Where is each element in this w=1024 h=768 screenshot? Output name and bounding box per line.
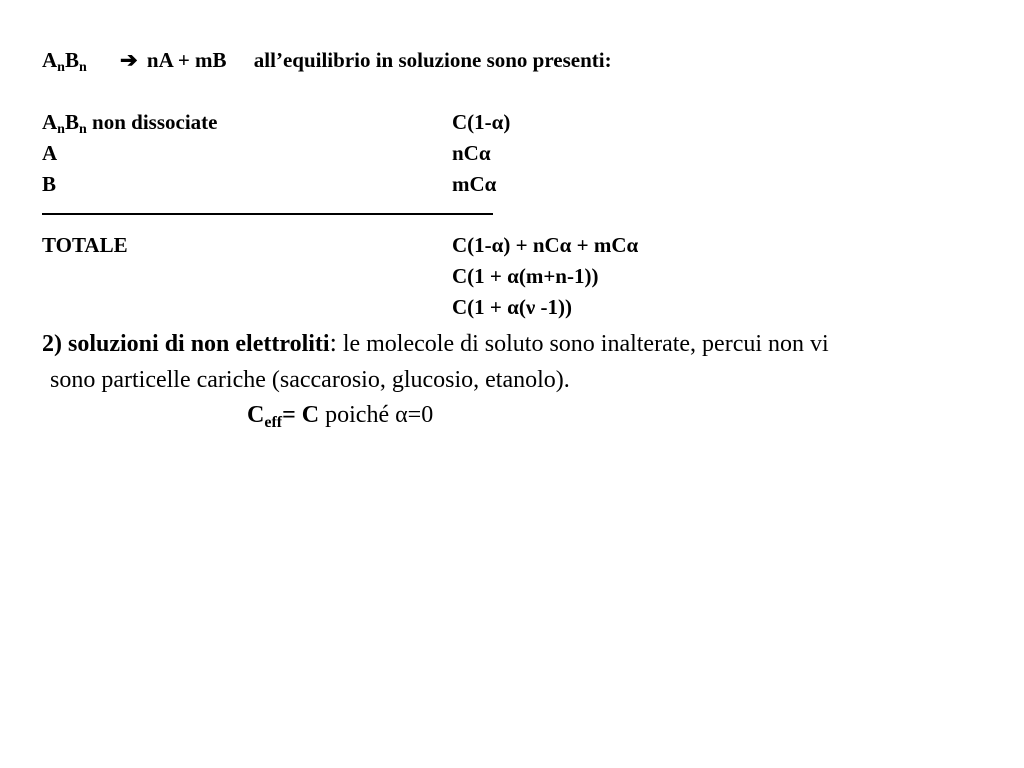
row-label-b: B [64, 110, 79, 134]
ceff-subscript: eff [264, 414, 283, 431]
total-label: TOTALE [42, 233, 128, 257]
section2-line1 [42, 328, 829, 359]
row-label-a-species: A [42, 141, 58, 165]
section2-line2: sono particelle cariche (saccarosio, glucosio, etanolo). [50, 367, 570, 393]
row-label-undissociated [42, 110, 217, 138]
ceff-formula [247, 400, 433, 433]
row-value-b-species: mCα [452, 172, 497, 196]
row-value-a-species: nCα [452, 141, 491, 165]
row-label-sub2: n [78, 122, 87, 137]
formula-subscript-1: n [57, 60, 65, 75]
section2-colon: : [329, 328, 337, 357]
right-arrow-icon: ➔ [120, 48, 138, 72]
ceff-c: C [247, 402, 265, 428]
row-label-a: A [42, 110, 58, 134]
row-label-rest: non dissociate [86, 110, 218, 134]
equilibrium-text: all’equilibrio in soluzione sono presenti: [253, 48, 612, 72]
row-label-b-species: B [42, 172, 57, 196]
total-value-3: C(1 + α(ν -1)) [452, 295, 572, 319]
divider-line [42, 213, 493, 215]
row-value-undissociated: C(1-α) [452, 110, 511, 134]
ceff-condition: poiché α=0 [319, 402, 434, 428]
formula-a: A [42, 48, 58, 72]
formula-b: B [64, 48, 79, 72]
row-label-sub1: n [57, 122, 65, 137]
section2-number: 2) [42, 331, 62, 357]
reaction-line [42, 48, 612, 76]
reaction-products: nA + mB [146, 48, 227, 72]
ceff-equals: = C [282, 402, 320, 428]
section2-description: le molecole di soluto sono inalterate, percui non vi [336, 331, 829, 357]
formula-subscript-2: n [78, 60, 87, 75]
total-value-2: C(1 + α(m+n-1)) [452, 264, 599, 288]
section2-title: soluzioni di non elettroliti [68, 331, 330, 357]
total-value-1: C(1-α) + nCα + mCα [452, 233, 639, 257]
